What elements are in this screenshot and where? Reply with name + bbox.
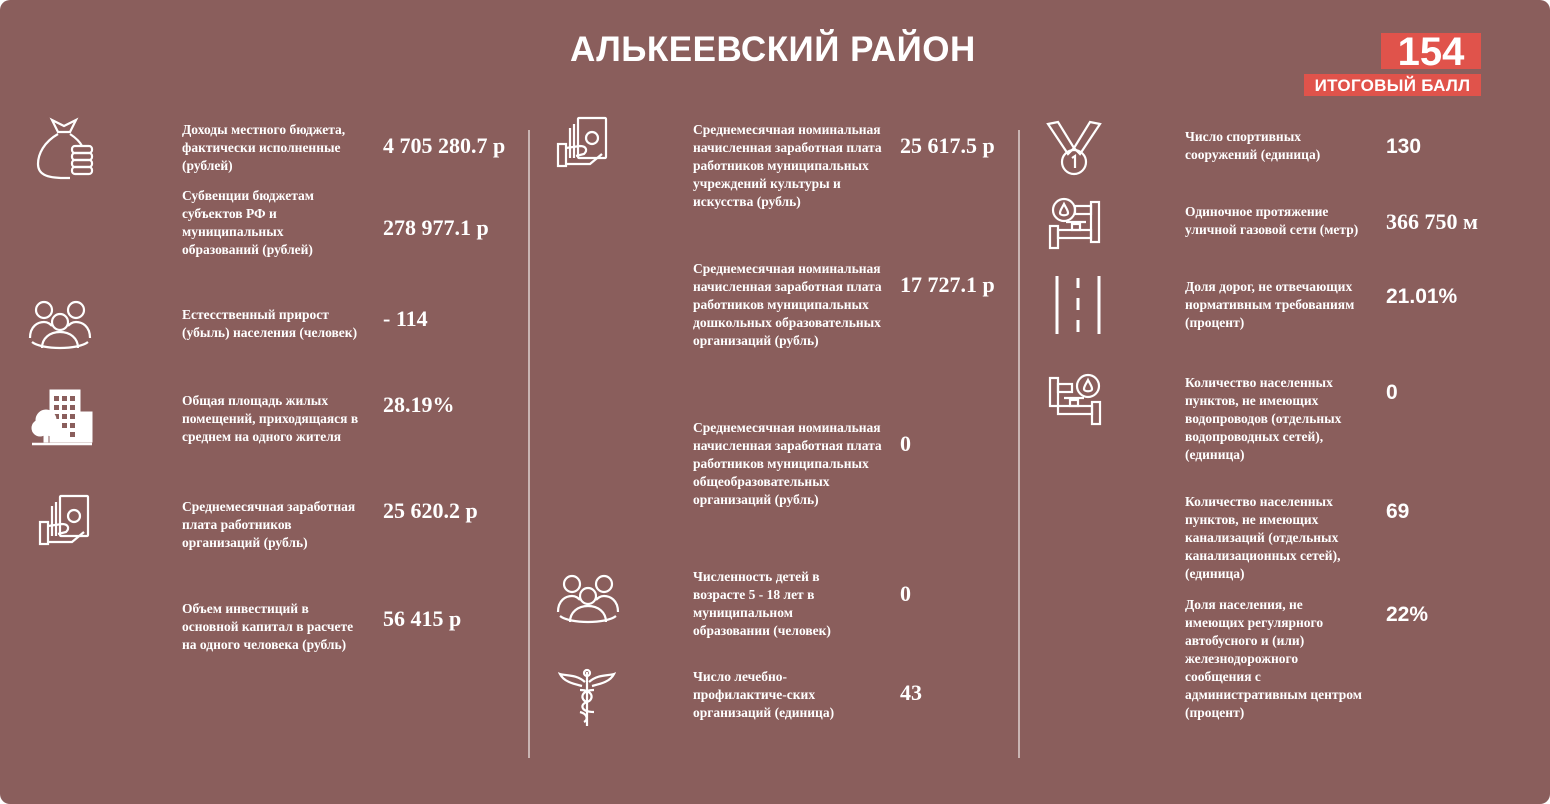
- caduceus-icon: [558, 668, 616, 728]
- water-pipe-icon: [1048, 372, 1104, 428]
- metric-value: 43: [900, 680, 922, 705]
- metric-label: Доля населения, не имеющих регулярного автобусного и (или) железнодорожного сообщения с административным центром (процент): [1185, 597, 1362, 720]
- metric-label: Число лечебно-профилактиче-ских организаций (единица): [693, 669, 835, 720]
- metric-label: Субвенции бюджетам субъектов РФ и муниципальных образований (рублей): [182, 188, 314, 257]
- road-icon: [1052, 276, 1104, 334]
- metric-label: Одиночное протяжение уличной газовой сети (метр): [1185, 204, 1359, 237]
- metric-label: Численность детей в возрасте 5 - 18 лет в муниципальном образовании (человек): [693, 569, 831, 638]
- hand-money-icon: [556, 116, 610, 168]
- metric-value: 17 727.1 р: [900, 272, 995, 297]
- metric-label: Естесственный прирост (убыль) населения (человек): [182, 307, 358, 340]
- metric-value: 56 415 р: [383, 606, 462, 631]
- medal-icon: [1046, 120, 1102, 178]
- column-divider: [528, 130, 530, 758]
- metric-label: Среднемесячная номинальная начисленная заработная плата работников муниципальных дошкольных образовательных организаций (рубль): [693, 261, 882, 348]
- metric-label: Доходы местного бюджета, фактически исполненные (рублей): [182, 122, 346, 173]
- metric-label: Среднемесячная номинальная начисленная заработная плата работников муниципальных общеобразовательных организаций (рубль): [693, 420, 882, 507]
- building-tree-icon: [30, 388, 94, 448]
- metric-value: 69: [1386, 500, 1410, 523]
- hand-money-icon: [38, 494, 92, 546]
- metric-value: 25 620.2 р: [383, 498, 478, 523]
- metric-value: 22%: [1386, 603, 1429, 626]
- metric-value: 278 977.1 р: [383, 215, 489, 240]
- metric-value: 130: [1386, 135, 1422, 158]
- metric-value: - 114: [383, 306, 428, 331]
- metric-value: 4 705 280.7 р: [383, 133, 506, 158]
- gas-pipe-icon: [1048, 196, 1104, 252]
- metric-label: Общая площадь жилых помещений, приходящаяся в среднем на одного жителя: [182, 393, 359, 444]
- metric-value: 366 750 м: [1386, 209, 1478, 234]
- metric-value: 21.01%: [1386, 285, 1458, 308]
- final-score: 154: [1381, 33, 1481, 69]
- metric-label: Доля дорог, не отвечающих нормативным требованиям (процент): [1185, 279, 1355, 330]
- metric-value: 0: [900, 581, 911, 606]
- column-divider: [1018, 130, 1020, 758]
- metric-label: Количество населенных пунктов, не имеющих водопроводов (отдельных водопроводных сетей), (единица): [1185, 375, 1342, 462]
- money-bag-coins-icon: [34, 116, 94, 180]
- metric-value: 0: [900, 431, 911, 456]
- metric-label: Количество населенных пунктов, не имеющих канализаций (отдельных канализационных сетей), (единица): [1185, 494, 1341, 581]
- metric-value: 0: [1386, 381, 1398, 404]
- metric-label: Среднемесячная номинальная начисленная заработная плата работников муниципальных учреждений культуры и искусства (рубль): [693, 122, 882, 209]
- metric-value: 25 617.5 р: [900, 133, 995, 158]
- people-group-icon: [28, 298, 92, 350]
- page-title: АЛЬКЕЕВСКИЙ РАЙОН: [570, 30, 976, 69]
- metric-label: Объем инвестиций в основной капитал в расчете на одного человека (рубль): [182, 601, 354, 652]
- people-group-icon: [556, 572, 620, 624]
- final-score-label: ИТОГОВЫЙ БАЛЛ: [1304, 74, 1481, 96]
- metric-label: Число спортивных сооружений (единица): [1185, 129, 1321, 162]
- metric-value: 28.19%: [383, 392, 455, 417]
- metric-label: Среднемесячная заработная плата работников организаций (рубль): [182, 499, 356, 550]
